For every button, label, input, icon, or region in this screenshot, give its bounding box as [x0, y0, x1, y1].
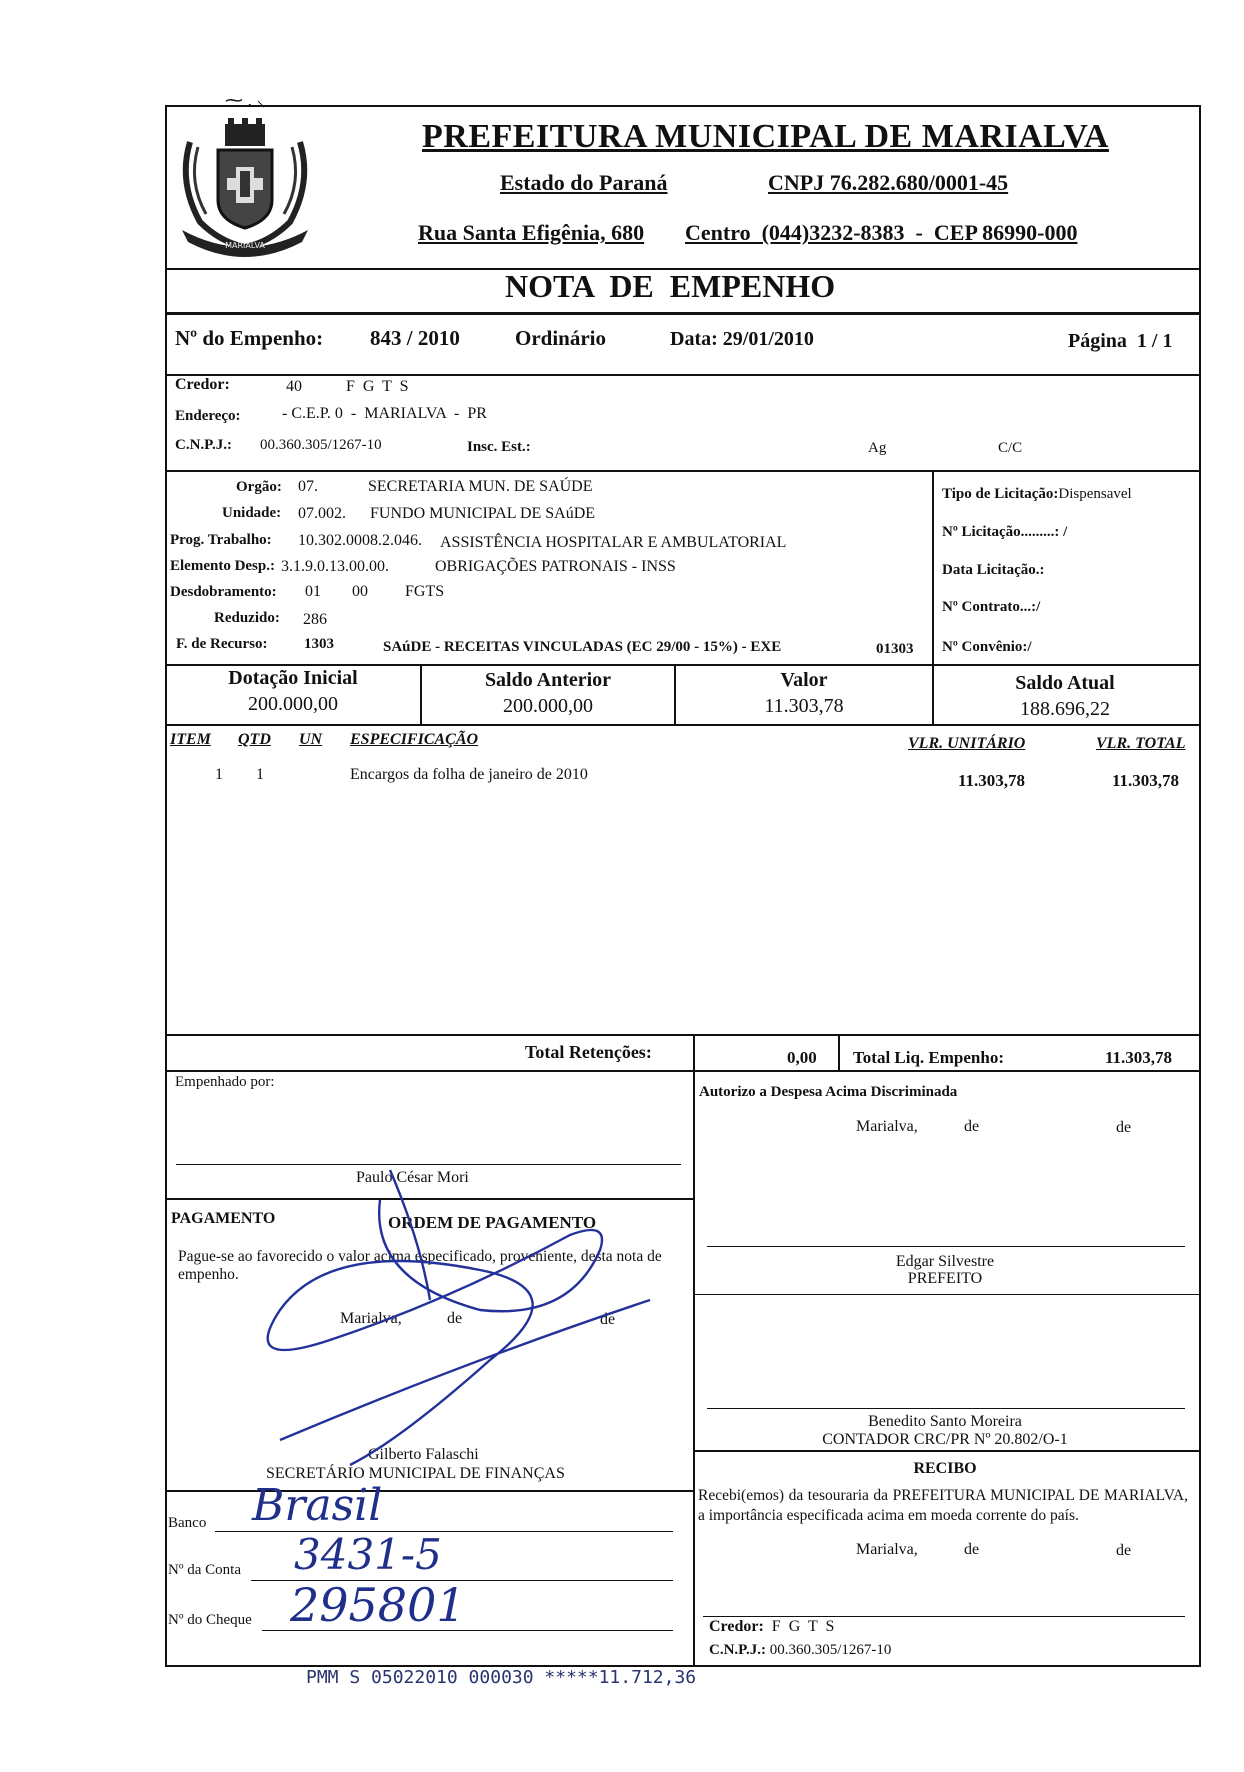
signature-line — [707, 1246, 1185, 1247]
divider — [674, 664, 676, 724]
org-contact: Centro (044)3232-8383 - CEP 86990-000 — [685, 220, 1078, 245]
prog-name: ASSISTÊNCIA HOSPITALAR E AMBULATORIAL — [440, 534, 787, 551]
doc-title: NOTA DE EMPENHO — [505, 268, 836, 304]
anterior-value: 200.000,00 — [503, 695, 593, 717]
recibo-de-1: de — [964, 1541, 980, 1558]
orgao-name: SECRETARIA MUN. DE SAÚDE — [368, 478, 593, 495]
ordem-title: ORDEM DE PAGAMENTO — [388, 1213, 597, 1232]
reduzido-value: 286 — [303, 611, 327, 628]
row-qtd: 1 — [256, 766, 264, 783]
atual-value: 188.696,22 — [1020, 698, 1110, 720]
divider — [165, 724, 1199, 726]
retencoes-value: 0,00 — [787, 1048, 817, 1067]
divider — [693, 1034, 695, 1070]
prog-label: Prog. Trabalho: — [170, 532, 272, 548]
payment-stamp: PMM S 05022010 000030 *****11.712,36 — [306, 1667, 697, 1688]
org-title: PREFEITURA MUNICIPAL DE MARIALVA — [422, 118, 1109, 155]
valor-value: 11.303,78 — [764, 695, 844, 717]
prefeito-name: Edgar Silvestre — [895, 1253, 995, 1270]
org-cnpj: CNPJ 76.282.680/0001-45 — [768, 170, 1009, 195]
recurso-name: SAúDE - RECEITAS VINCULADAS (EC 29/00 - 15%) - EXE — [383, 639, 782, 655]
empenho-number: 843 / 2010 — [370, 326, 460, 350]
elemento-name: OBRIGAÇÕES PATRONAIS - INSS — [435, 558, 676, 575]
liquido-label: Total Liq. Empenho: — [853, 1048, 1004, 1067]
svg-text:MARIALVA: MARIALVA — [225, 241, 265, 250]
pagamento-de-2: de — [600, 1311, 616, 1328]
empenhado-label: Empenhado por: — [175, 1074, 275, 1090]
autorizo-de-1: de — [964, 1118, 980, 1135]
divider — [165, 1034, 1199, 1036]
recurso-code2: 01303 — [876, 641, 914, 657]
credor-label: Credor: — [175, 376, 230, 393]
prefeito-block — [700, 1253, 1190, 1287]
insc-label: Insc. Est.: — [467, 439, 531, 455]
pagamento-marialva: Marialva, — [340, 1310, 402, 1327]
divider — [932, 664, 934, 724]
conta-handwritten: 3431-5 — [294, 1530, 442, 1579]
divider — [693, 1450, 1199, 1452]
licitacao-data: Data Licitação.: — [942, 562, 1045, 578]
cheque-label: Nº do Cheque — [168, 1612, 252, 1628]
banco-label: Banco — [168, 1515, 207, 1531]
signature-line — [707, 1408, 1185, 1409]
divider — [165, 374, 1199, 376]
col-un: UN — [299, 731, 323, 748]
elemento-code: 3.1.9.0.13.00.00. — [281, 558, 389, 575]
recurso-code: 1303 — [304, 636, 334, 652]
divider — [838, 1034, 840, 1070]
reduzido-label: Reduzido: — [214, 610, 280, 626]
recibo-text: Recebi(emos) da tesouraria da PREFEITURA MUNICIPAL DE MARIALVA, a importância especificada acima em moeda corrente do país. — [698, 1487, 1188, 1524]
credor-code: 40 — [286, 378, 302, 395]
coat-of-arms-icon — [170, 112, 320, 260]
empenho-type: Ordinário — [515, 326, 607, 350]
pague-se-text: Pague-se ao favorecido o valor acima especificado, proveniente, desta nota de empenho. — [178, 1248, 662, 1283]
divider — [420, 664, 422, 724]
contador-block — [700, 1413, 1190, 1449]
cnpj-value: 00.360.305/1267-10 — [260, 437, 382, 453]
divider — [165, 664, 1199, 666]
recibo-cnpj: C.N.P.J.: 00.360.305/1267-10 — [709, 1642, 892, 1658]
contador-name: Benedito Santo Moreira — [868, 1413, 1022, 1430]
row-item: 1 — [215, 766, 223, 783]
empenho-label: Nº do Empenho: — [175, 326, 324, 350]
divider — [165, 1490, 693, 1492]
divider — [165, 312, 1199, 315]
orgao-label: Orgão: — [236, 479, 282, 495]
prog-code: 10.302.0008.2.046. — [298, 532, 422, 549]
banco-handwritten: Brasil — [252, 1480, 383, 1531]
col-qtd: QTD — [238, 731, 271, 748]
unidade-name: FUNDO MUNICIPAL DE SAúDE — [370, 505, 596, 522]
autorizo-text: Autorizo a Despesa Acima Discriminada — [699, 1084, 958, 1100]
pagamento-de-1: de — [447, 1310, 463, 1327]
divider — [693, 1070, 695, 1665]
licitacao-numero: Nº Licitação.........: / — [942, 524, 1068, 540]
empenhado-name: Paulo César Mori — [356, 1169, 469, 1186]
cnpj-label: C.N.P.J.: — [175, 437, 232, 453]
row-spec: Encargos da folha de janeiro de 2010 — [350, 766, 588, 783]
cc-label: C/C — [998, 440, 1023, 456]
contador-role: CONTADOR CRC/PR Nº 20.802/O-1 — [822, 1431, 1068, 1448]
handwritten-signature — [250, 1160, 670, 1480]
endereco-value: - C.E.P. 0 - MARIALVA - PR — [282, 405, 487, 422]
licitacao-contrato: Nº Contrato...:/ — [942, 599, 1041, 615]
autorizo-de-2: de — [1116, 1119, 1132, 1136]
anterior-label: Saldo Anterior — [484, 669, 612, 691]
col-item: ITEM — [170, 731, 211, 748]
desdobramento-label: Desdobramento: — [170, 584, 277, 600]
recibo-marialva: Marialva, — [856, 1541, 918, 1558]
recibo-credor: Credor: F G T S — [709, 1618, 837, 1635]
conta-label: Nº da Conta — [168, 1562, 241, 1578]
desd-name: FGTS — [405, 583, 445, 600]
desd-a: 01 — [305, 583, 321, 600]
valor-label: Valor — [780, 669, 828, 691]
cheque-handwritten: 295801 — [290, 1578, 466, 1632]
licitacao-convenio: Nº Convênio:/ — [942, 639, 1032, 655]
org-address: Rua Santa Efigênia, 680 — [418, 220, 645, 245]
divider — [165, 1070, 1199, 1072]
elemento-label: Elemento Desp.: — [170, 558, 275, 574]
row-unit: 11.303,78 — [958, 771, 1026, 790]
col-vlr-unitario: VLR. UNITÁRIO — [908, 735, 1026, 752]
dotacao-label: Dotação Inicial — [228, 667, 358, 689]
recibo-de-2: de — [1116, 1542, 1132, 1559]
desd-b: 00 — [352, 583, 368, 600]
signature-line — [703, 1616, 1185, 1617]
divider — [932, 470, 934, 664]
endereco-label: Endereço: — [175, 408, 241, 424]
col-vlr-total: VLR. TOTAL — [1096, 735, 1186, 752]
recibo-title: RECIBO — [913, 1460, 977, 1477]
page-number: Página 1 / 1 — [1068, 330, 1173, 352]
orgao-code: 07. — [298, 478, 318, 495]
recurso-label: F. de Recurso: — [176, 636, 268, 652]
ag-label: Ag — [868, 440, 887, 456]
secretario-name: Gilberto Falaschi — [368, 1446, 479, 1463]
row-total: 11.303,78 — [1112, 771, 1180, 790]
col-especificacao: ESPECIFICAÇÃO — [350, 731, 479, 748]
pagamento-title: PAGAMENTO — [171, 1210, 276, 1227]
banco-line — [215, 1531, 673, 1532]
divider — [693, 1294, 1199, 1295]
prefeito-role: PREFEITO — [907, 1270, 983, 1287]
retencoes-label: Total Retenções: — [525, 1042, 652, 1062]
divider — [165, 470, 1199, 472]
liquido-value: 11.303,78 — [1105, 1048, 1173, 1067]
unidade-label: Unidade: — [222, 505, 282, 521]
state-name: Estado do Paraná — [500, 170, 668, 195]
secretario-role: SECRETÁRIO MUNICIPAL DE FINANÇAS — [266, 1465, 565, 1482]
unidade-code: 07.002. — [298, 505, 346, 522]
scan-mark: ⁓ . ⸜ — [225, 90, 266, 110]
licitacao-tipo: Tipo de Licitação:Dispensavel — [942, 486, 1132, 502]
credor-name: F G T S — [346, 378, 411, 395]
autorizo-marialva: Marialva, — [856, 1118, 918, 1135]
dotacao-value: 200.000,00 — [248, 693, 338, 715]
atual-label: Saldo Atual — [1015, 672, 1115, 694]
empenho-date: Data: 29/01/2010 — [670, 328, 814, 350]
